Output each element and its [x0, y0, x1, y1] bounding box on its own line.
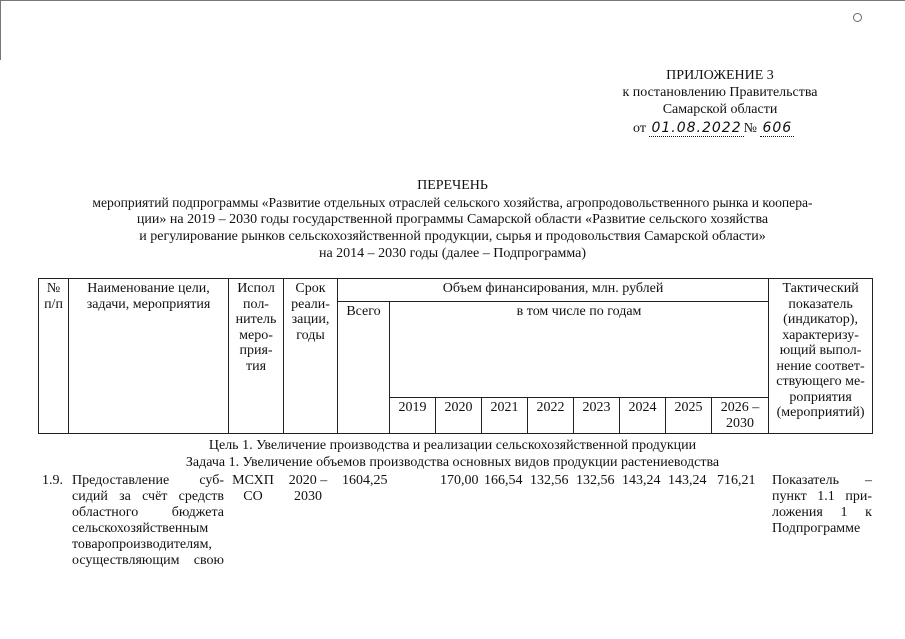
- heading-line-1: мероприятий подпрограммы «Развитие отдельных отраслей сельского хозяйства, агропродовольственного рынка и коопера-: [92, 195, 813, 210]
- header-total: Всего: [338, 302, 390, 434]
- header-indicator: Тактический показатель (индикатор), характеризу- ющий выпол- нение соответ- ствующего ме- роприятия (мероприятий): [769, 279, 873, 434]
- header-year: 2025: [666, 398, 712, 434]
- heading-title: ПЕРЕЧЕНЬ: [417, 178, 488, 193]
- row-value-2025: 143,24: [668, 473, 707, 488]
- row-executor: МСХП СО: [232, 473, 274, 504]
- appendix-date-line: [633, 120, 794, 137]
- row-name: Предоставление суб- сидий за счёт средств областного бюджета сельскохозяйственным товаропроизводителям, осуществляющим свою: [72, 473, 224, 568]
- task-line: Задача 1. Увеличение объемов производства основных видов продукции растениеводства: [185, 455, 720, 470]
- scan-border-left: [0, 0, 1, 60]
- heading-line-4: на 2014 – 2030 годы (далее – Подпрограмма): [318, 246, 587, 261]
- scan-mark-icon: [853, 13, 862, 22]
- row-indicator: Показатель – пункт 1.1 при- ложения 1 к Подпрограмме: [772, 473, 872, 536]
- row-value-2022: 132,56: [530, 473, 569, 488]
- header-year: 2023: [574, 398, 620, 434]
- row-num: 1.9.: [42, 473, 63, 488]
- date-value: 01.08.2022: [651, 120, 742, 136]
- header-year: 2026 – 2030: [712, 398, 769, 434]
- row-value-2021: 166,54: [484, 473, 523, 488]
- row-value-2023: 132,56: [576, 473, 615, 488]
- number-value: 606: [762, 120, 793, 136]
- header-year: 2021: [482, 398, 528, 434]
- appendix-line-1: к постановлению Правительства: [622, 85, 818, 100]
- goal-line: Цель 1. Увеличение производства и реализации сельскохозяйственной продукции: [208, 438, 697, 453]
- header-year: 2022: [528, 398, 574, 434]
- header-year: 2024: [620, 398, 666, 434]
- heading-line-3: и регулирование рынков сельскохозяйственной продукции, сырья и продовольствия Самарской области»: [139, 229, 766, 244]
- header-by-years: в том числе по годам: [390, 302, 769, 398]
- number-prefix: №: [743, 121, 757, 136]
- header-executor: Испол пол- нитель меро- прия- тия: [229, 279, 284, 434]
- appendix-title: ПРИЛОЖЕНИЕ 3: [666, 68, 774, 83]
- measures-table-header: [38, 278, 873, 434]
- row-value-2026-2030: 716,21: [717, 473, 756, 488]
- header-finance: Объем финансирования, млн. рублей: [338, 279, 769, 302]
- date-prefix: от: [633, 121, 646, 136]
- row-value-2024: 143,24: [622, 473, 661, 488]
- header-num: № п/п: [39, 279, 69, 434]
- header-term: Срок реали- зации, годы: [284, 279, 338, 434]
- row-value-2020: 170,00: [440, 473, 479, 488]
- heading-line-2: ции» на 2019 – 2030 годы государственной программы Самарской области «Развитие сельского хозяйства: [136, 212, 769, 227]
- row-total: 1604,25: [342, 473, 388, 488]
- header-year: 2019: [390, 398, 436, 434]
- header-name: Наименование цели, задачи, мероприятия: [69, 279, 229, 434]
- header-year: 2020: [436, 398, 482, 434]
- appendix-line-2: Самарской области: [662, 102, 778, 117]
- row-term: 2020 – 2030: [288, 473, 328, 504]
- scan-border-top: [0, 0, 905, 1]
